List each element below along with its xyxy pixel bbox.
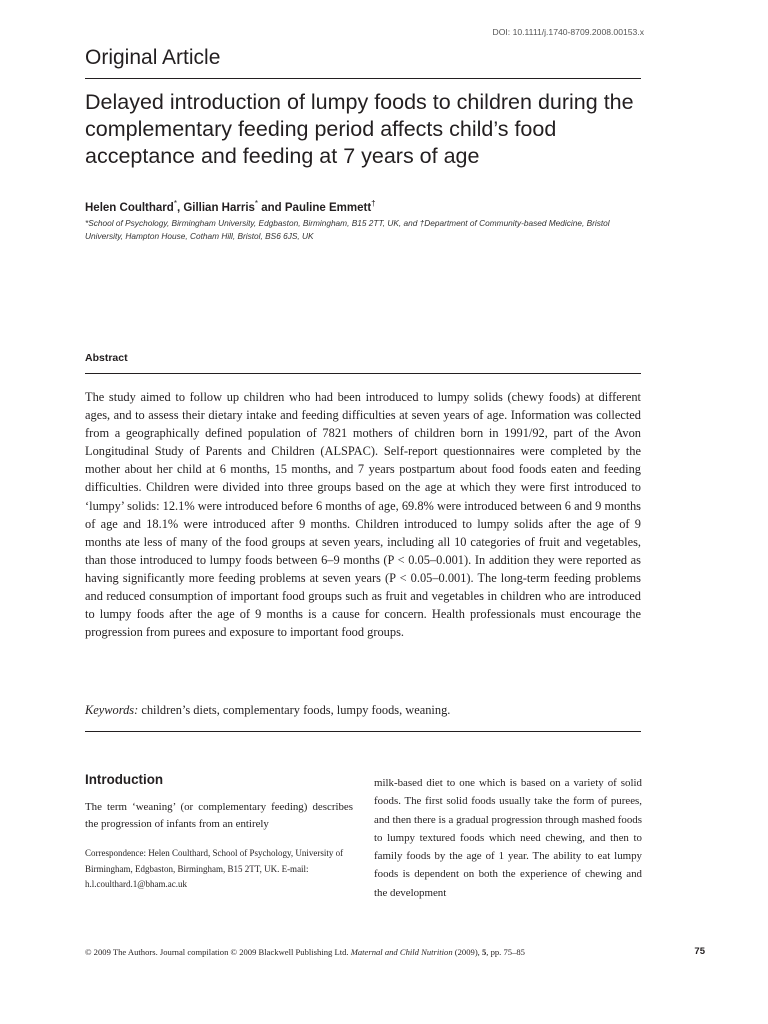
footer-copyright: © 2009 The Authors. Journal compilation © 2009 Blackwell Publishing Ltd.: [85, 947, 351, 957]
section-label: Original Article: [85, 46, 221, 69]
intro-text-col1: The term ‘weaning’ (or complementary feeding) describes the progression of infants from an entirely: [85, 801, 353, 830]
keywords-label: Keywords:: [85, 703, 139, 717]
author-mark: †: [371, 199, 376, 208]
journal-name: Maternal and Child Nutrition: [350, 947, 453, 957]
abstract-bottom-rule: [85, 731, 641, 732]
author-mark: *: [254, 199, 259, 208]
footer-citation: [85, 947, 705, 957]
intro-heading: Introduction: [85, 772, 164, 787]
header-rule: [85, 78, 641, 79]
author-name: Gillian Harris: [183, 201, 255, 214]
article-title: Delayed introduction of lumpy foods to children during the complementary feeding period affects child’s food acceptance and feeding at 7 years of age: [85, 90, 634, 168]
correspondence: Correspondence: Helen Coulthard, School of Psychology, University of Birmingham, Edgbaston, Birmingham, B15 2TT, UK. E-mail: h.l.coulthard.1@bham.ac.uk: [85, 848, 344, 889]
citation-pages: , pp. 75–85: [486, 947, 525, 957]
citation-volume: 5: [481, 947, 487, 957]
abstract-heading: Abstract: [85, 352, 128, 364]
citation-year: (2009),: [452, 947, 482, 957]
author-name: Helen Coulthard: [85, 201, 174, 214]
author-separator: ,: [176, 201, 184, 214]
keywords: [85, 703, 641, 718]
abstract-top-rule: [85, 373, 641, 374]
author-list: [85, 199, 376, 214]
author-mark: *: [173, 199, 177, 208]
author-name: Pauline Emmett: [284, 201, 372, 214]
author-separator: and: [258, 201, 285, 214]
keywords-text: children’s diets, complementary foods, lumpy foods, weaning.: [141, 703, 451, 717]
intro-text-col2: milk-based diet to one which is based on a variety of solid foods. The first solid foods usually take the form of purees, and then there is a gradual progression through mashed foods to lumpy textured foods which need chewing, and then to family foods by the age of 1 year. The ability to eat lumpy foods is dependent on both the experience of chewing and the development: [374, 777, 642, 899]
page-number: 75: [694, 946, 705, 957]
affiliations: *School of Psychology, Birmingham University, Edgbaston, Birmingham, B15 2TT, UK, and †Department of Community-based Medicine, Bristol University, Hampton House, Cotham Hill, Bristol, BS6 6JS, UK: [85, 218, 610, 241]
abstract-text: The study aimed to follow up children who had been introduced to lumpy solids (chewy foods) at different ages, and to assess their dietary intake and feeding difficulties at seven years of age. Information was collected from a geographically defined population of 7821 mothers of children born in 1991/92, part of the Avon Longitudinal Study of Parents and Children (ALSPAC). Self-report questionnaires were completed by the mother about her child at 6 months, 15 months, and 7 years postpartum about food foods eaten and feeding difficulties. Children were divided into three groups based on the age at which they were first introduced to ‘lumpy’ solids: 12.1% were introduced before 6 months of age, 69.8% were introduced between 6 and 9 months of age and 18.1% were introduced after 9 months. Children introduced to lumpy solids after the age of 9 months ate less of many of the food groups at seven years, including all 10 categories of fruit and vegetables, than those introduced to lumpy foods between 6–9 months (P < 0.05–0.001). In addition they were reported as having significantly more feeding problems at seven years (P < 0.05–0.001). The long-term feeding problems and reduced consumption of important food groups such as fruit and vegetables in children who are introduced to lumpy foods after the age of 9 months is a cause for concern. Health professionals must encourage the progression from purees and exposure to important food groups.: [85, 390, 641, 640]
doi: DOI: 10.1111/j.1740-8709.2008.00153.x: [492, 27, 644, 37]
